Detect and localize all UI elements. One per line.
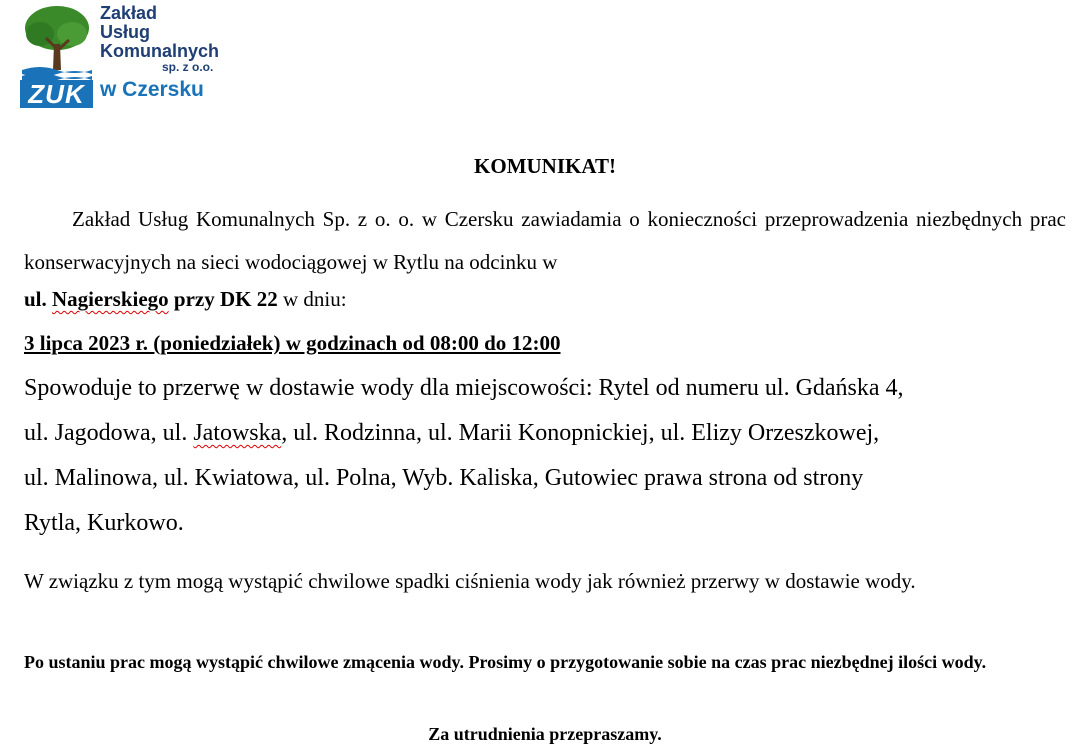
affected-locations	[24, 366, 1066, 546]
logo-text	[100, 4, 219, 101]
street-prefix: ul.	[24, 287, 53, 311]
tree-icon	[20, 4, 94, 82]
intro-paragraph: Zakład Usług Komunalnych Sp. z o. o. w Czersku zawiadamia o konieczności przeprowadzenia niezbędnych prac konserwacyjnych na sieci wodociągowej w Rytlu na odcinku w	[24, 207, 1066, 274]
notice-title: KOMUNIKAT!	[474, 154, 616, 178]
date-intro: w dniu:	[277, 287, 347, 311]
logo-line-1: Zakład	[100, 3, 158, 23]
zuk-badge: ZUK	[20, 80, 93, 108]
locations-line-2	[24, 411, 1066, 456]
pressure-paragraph: W związku z tym mogą wystąpić chwilowe spadki ciśnienia wody jak również przerwy w dostawie wody.	[24, 569, 916, 593]
street-name: Nagierskiego	[52, 287, 169, 311]
date-line: 3 lipca 2023 r. (poniedziałek) w godzinach od 08:00 do 12:00	[24, 331, 561, 355]
locations-line-3: ul. Malinowa, ul. Kwiatowa, ul. Polna, Wyb. Kaliska, Gutowiec prawa strona od strony	[24, 465, 864, 491]
locations-line-2b: Jatowska	[193, 420, 282, 446]
apology-line: Za utrudnienia przepraszamy.	[428, 724, 662, 744]
company-logo	[20, 4, 250, 108]
street-suffix: przy DK 22	[168, 287, 278, 311]
logo-line-5: w Czersku	[100, 78, 204, 101]
street-line	[24, 284, 347, 314]
locations-line-2a: ul. Jagodowa, ul.	[24, 420, 194, 446]
locations-line-4: Rytla, Kurkowo.	[24, 510, 184, 536]
logo-line-3: Komunalnych	[100, 41, 220, 61]
logo-line-4: sp. z o.o.	[162, 60, 214, 74]
locations-line-2c: , ul. Rodzinna, ul. Marii Konopnickiej, ul. Elizy Orzeszkowej,	[281, 420, 880, 446]
locations-line-1: Spowoduje to przerwę w dostawie wody dla miejscowości: Rytel od numeru ul. Gdańska 4,	[24, 375, 904, 401]
turbidity-paragraph: Po ustaniu prac mogą wystąpić chwilowe zmącenia wody. Prosimy o przygotowanie sobie na czas prac niezbędnej ilości wody.	[24, 652, 987, 672]
logo-line-2: Usług	[100, 22, 151, 42]
